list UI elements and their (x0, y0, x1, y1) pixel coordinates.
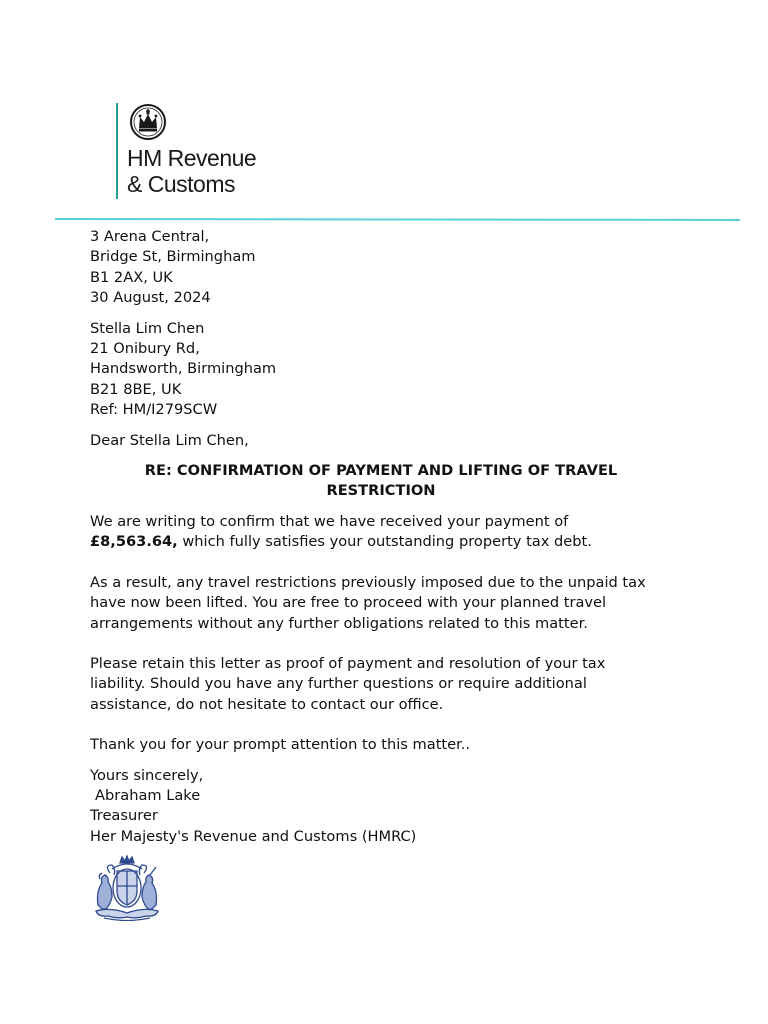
p1-end: which fully satisfies your outstanding property tax debt. (177, 533, 592, 551)
sender-line1: 3 Arena Central, (90, 228, 210, 245)
hmrc-logo (116, 103, 256, 201)
body-paragraph-2: As a result, any travel restrictions previously imposed due to the unpaid tax have now been lifted. You are free to proceed with your planned travel arrangements without any further obligations related to this matter. (90, 573, 646, 632)
closing-block (90, 766, 690, 848)
recipient-line1: 21 Onibury Rd, (90, 340, 200, 358)
recipient-line2: Handsworth, Birmingham (90, 360, 277, 378)
logo-line1: HM Revenue (127, 145, 257, 171)
body-paragraph-1 (90, 512, 690, 553)
logo-bar (116, 103, 118, 199)
salutation: Dear Stella Lim Chen, (90, 431, 249, 449)
letter-content (90, 227, 690, 847)
subject-line1: RE: CONFIRMATION OF PAYMENT AND LIFTING OF TRAVEL (144, 462, 618, 480)
recipient-line3: B21 8BE, UK (90, 380, 182, 398)
subject-line2: RESTRICTION (326, 482, 436, 500)
sign-off: Yours sincerely, (90, 766, 204, 784)
recipient-address (90, 319, 690, 421)
crown-icon (129, 103, 167, 141)
body-paragraph-3: Please retain this letter as proof of payment and resolution of your tax liability. Should you have any further questions or require additional assistance, do not hesitate to contact our office. (90, 654, 606, 713)
signatory-name: Abraham Lake (95, 786, 201, 804)
body-paragraph-4: Thank you for your prompt attention to this matter.. (90, 736, 471, 754)
royal-coat-of-arms-icon (90, 855, 164, 921)
subject-heading (90, 461, 690, 502)
reference: Ref: HM/I279SCW (90, 401, 218, 419)
sender-line3: B1 2AX, UK (90, 268, 173, 286)
header-divider (55, 218, 740, 221)
signatory-org: Her Majesty's Revenue and Customs (HMRC) (90, 827, 417, 845)
recipient-name: Stella Lim Chen (90, 319, 205, 337)
sender-line2: Bridge St, Birmingham (90, 248, 256, 266)
payment-amount: £8,563.64, (90, 533, 178, 551)
logo-line2: & Customs (127, 171, 235, 197)
logo-right (127, 103, 256, 197)
letter-date: 30 August, 2024 (90, 289, 211, 307)
signatory-title: Treasurer (90, 807, 158, 825)
sender-address (90, 227, 690, 309)
p1-start: We are writing to confirm that we have received your payment of (90, 512, 569, 530)
